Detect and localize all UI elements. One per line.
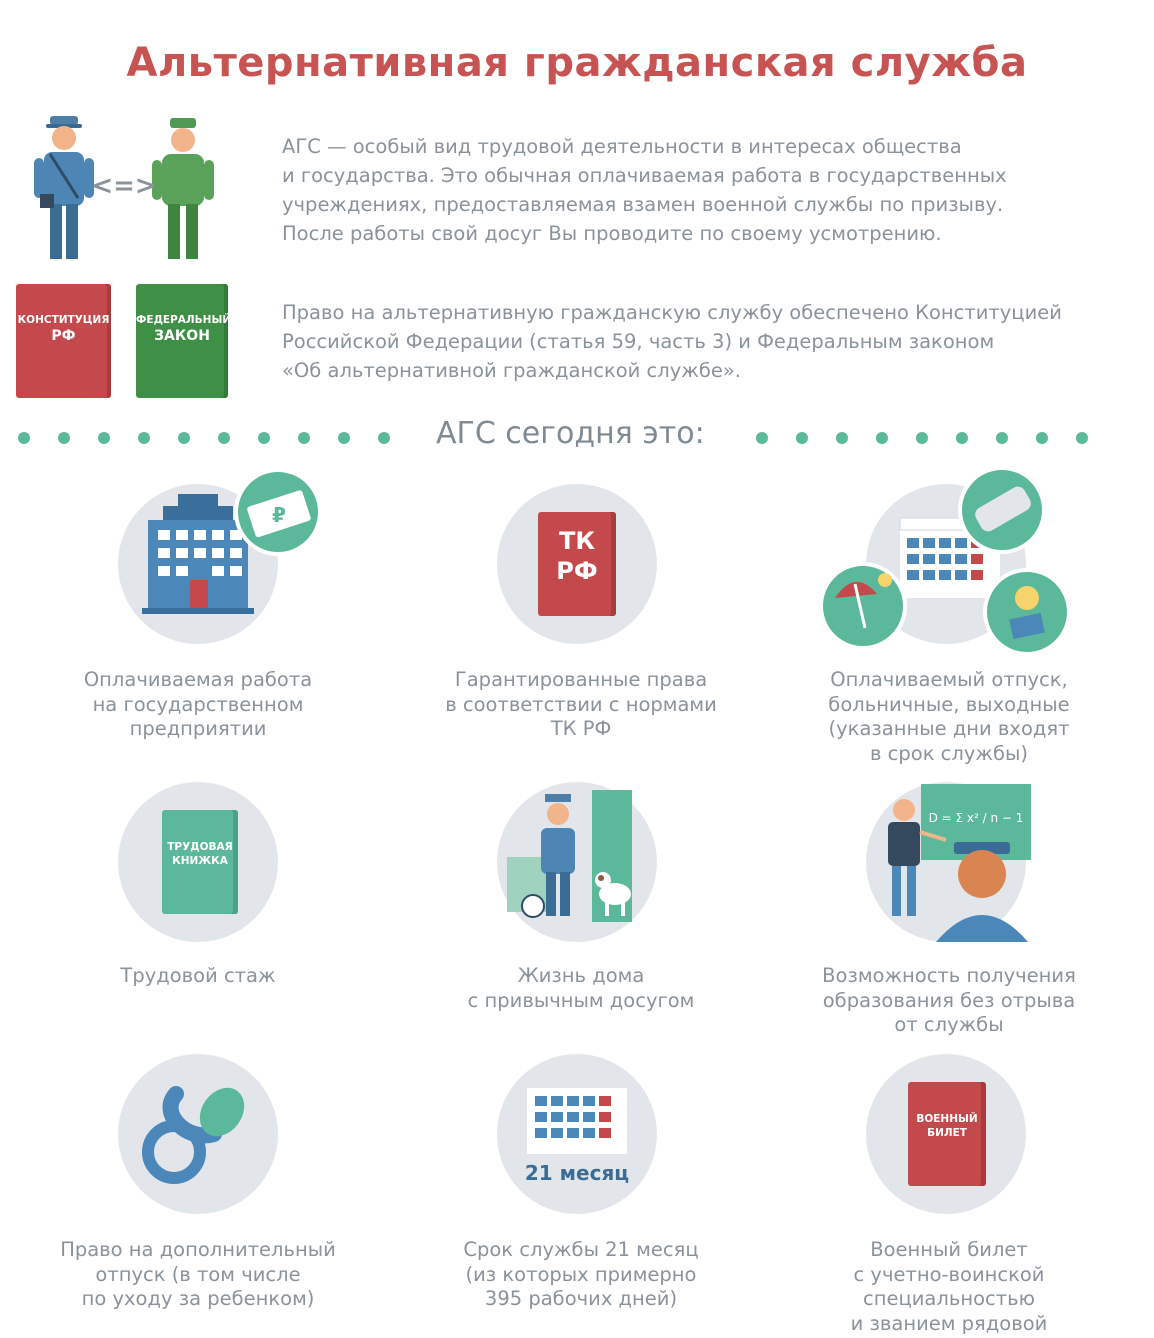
labor-code-book-icon: ТК РФ [538, 512, 616, 616]
soldier-icon [152, 118, 214, 259]
pacifier-icon [118, 1054, 278, 1214]
work-record-book-icon: ТРУДОВАЯ КНИЖКА [162, 810, 238, 914]
page-title: Альтернативная гражданская служба [126, 40, 1028, 86]
feature-caption-home-life: Жизнь дома с привычным досугом [467, 964, 695, 1012]
intro-paragraph-1: АГС — особый вид трудовой деятельности в интересах общества и государства. Это обычная оплачиваемая работа в государственных учреждениях, предоставляемая взамен военной службы по призыву. После работы свой досуг Вы проводите по своему усмотрению. [282, 135, 1007, 245]
section-divider [0, 416, 1154, 460]
section-title: АГС сегодня это: [436, 416, 705, 451]
vacation-calendar-icon [815, 468, 1075, 658]
exchange-arrow-icon: <=> [91, 171, 157, 201]
feature-caption-service-term: Срок службы 21 месяц (из которых примерно 395 рабочих дней) [463, 1238, 699, 1310]
feature-caption-extra-leave: Право на дополнительный отпуск (в том числе по уходу за ребенком) [60, 1238, 336, 1310]
civil-servant-icon [34, 116, 94, 259]
svg-text:D = Σ x² / n − 1: D = Σ x² / n − 1 [928, 811, 1024, 825]
svg-text:21 месяц: 21 месяц [524, 1161, 630, 1185]
divider-dots-right [756, 432, 1088, 444]
building-icon [118, 470, 328, 650]
feature-caption-paid-work: Оплачиваемая работа на государственном предприятии [83, 668, 313, 740]
feature-caption-work-experience: Трудовой стаж [120, 964, 276, 987]
feature-caption-paid-leave: Оплачиваемый отпуск, больничные, выходные (указанные дни входят в срок службы) [828, 668, 1070, 765]
soldiers-illustration [20, 108, 240, 268]
federal-law-book: ФЕДЕРАЛЬНЫЙ ЗАКОН [136, 284, 228, 398]
constitution-book: КОНСТИТУЦИЯ РФ [16, 284, 111, 398]
feature-caption-education: Возможность получения образования без отрыва от службы [822, 964, 1076, 1036]
feature-caption-guaranteed-rights: Гарантированные права в соответствии с нормами ТК РФ [445, 668, 717, 740]
home-leisure-icon [497, 782, 657, 942]
calendar-21-months-icon [497, 1054, 657, 1214]
education-icon [866, 782, 1036, 942]
intro-paragraph-2: Право на альтернативную гражданскую службу обеспечено Конституцией Российской Федерации (статья 59, часть 3) и Федеральным законом «Об альтернативной гражданской службе». [282, 301, 1062, 382]
feature-caption-military-id: Военный билет с учетно-воинской специальностью и званием рядовой [850, 1238, 1048, 1335]
svg-text:₽: ₽ [272, 503, 286, 527]
divider-dots-left [18, 432, 390, 444]
military-id-book-icon: ВОЕННЫЙ БИЛЕТ [908, 1082, 986, 1186]
